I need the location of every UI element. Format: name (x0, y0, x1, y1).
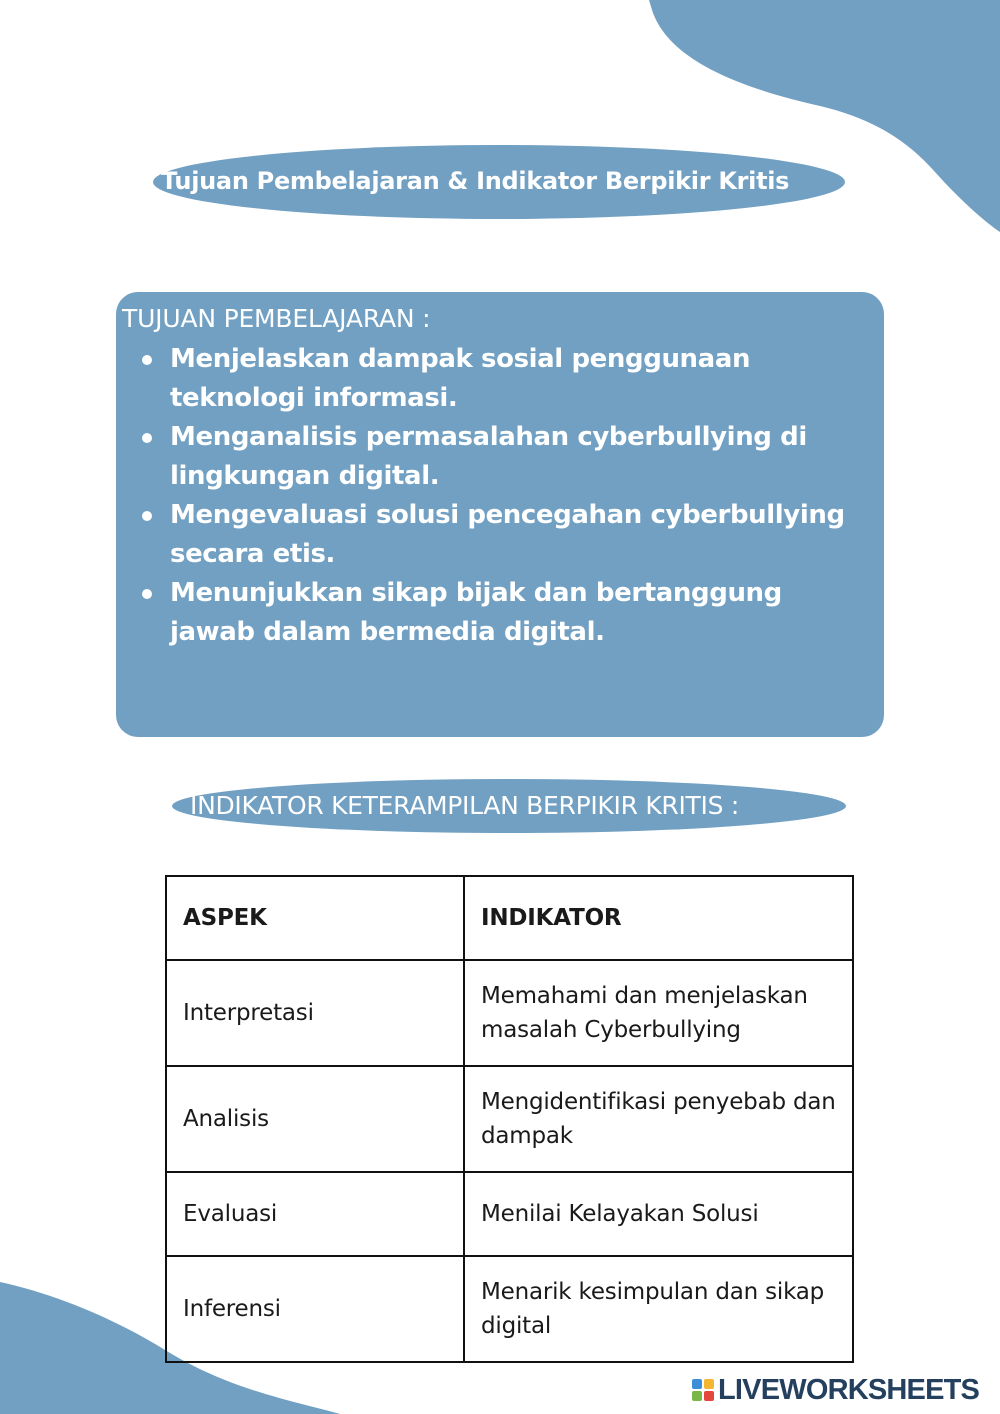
indicator-cell: Menarik kesimpulan dan sikap digital (464, 1256, 853, 1362)
table-row (166, 1066, 853, 1172)
aspect-cell: Analisis (166, 1066, 464, 1172)
objective-item: Menunjukkan sikap bijak dan bertanggung jawab dalam bermedia digital. (170, 574, 870, 652)
aspect-cell: Evaluasi (166, 1172, 464, 1256)
indicator-table (165, 875, 854, 1363)
table-header-row (166, 876, 853, 960)
indicator-cell: Menilai Kelayakan Solusi (464, 1172, 853, 1256)
indicator-cell: Memahami dan menjelaskan masalah Cyberbullying (464, 960, 853, 1066)
indicator-cell: Mengidentifikasi penyebab dan dampak (464, 1066, 853, 1172)
aspect-cell: Inferensi (166, 1256, 464, 1362)
column-header-indikator: INDIKATOR (464, 876, 853, 960)
bullet-dot-icon (142, 355, 152, 365)
aspect-cell: Interpretasi (166, 960, 464, 1066)
bullet-dot-icon (142, 589, 152, 599)
objective-item: Menjelaskan dampak sosial penggunaan teknologi informasi. (170, 340, 870, 418)
liveworksheets-logo-icon (692, 1379, 714, 1401)
objectives-heading: TUJUAN PEMBELAJARAN : (122, 304, 431, 333)
table-row (166, 1256, 853, 1362)
objective-item: Mengevaluasi solusi pencegahan cyberbullying secara etis. (170, 496, 870, 574)
learning-objectives-panel (116, 292, 884, 737)
top-right-decorative-blob (0, 0, 1000, 260)
table-row (166, 1172, 853, 1256)
liveworksheets-logo[interactable] (692, 1374, 979, 1406)
bullet-dot-icon (142, 511, 152, 521)
objective-item: Menganalisis permasalahan cyberbullying di lingkungan digital. (170, 418, 870, 496)
bullet-dot-icon (142, 433, 152, 443)
logo-text: LIVEWORKSHEETS (718, 1373, 980, 1406)
indicator-heading: INDIKATOR KETERAMPILAN BERPIKIR KRITIS : (190, 791, 739, 820)
objectives-list (170, 340, 870, 652)
column-header-aspek: ASPEK (166, 876, 464, 960)
table-row (166, 960, 853, 1066)
page-title: Tujuan Pembelajaran & Indikator Berpikir Kritis (161, 167, 790, 195)
